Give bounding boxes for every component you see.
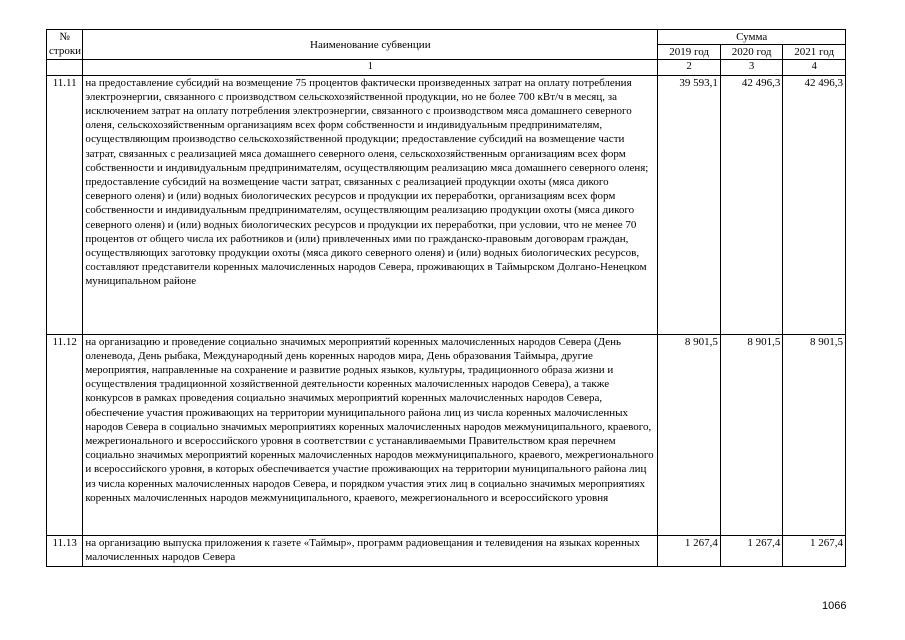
table-row bbox=[47, 535, 846, 566]
column-number-blank bbox=[47, 60, 83, 75]
table-row bbox=[47, 334, 846, 535]
row-code: 11.12 bbox=[47, 334, 83, 535]
row-value-2019: 1 267,4 bbox=[658, 535, 721, 566]
row-value-2019: 8 901,5 bbox=[658, 334, 721, 535]
row-value-2020: 1 267,4 bbox=[720, 535, 783, 566]
row-value-2020: 42 496,3 bbox=[720, 75, 783, 334]
table-row bbox=[47, 75, 846, 334]
row-value-2020: 8 901,5 bbox=[720, 334, 783, 535]
row-description: на предоставление субсидий на возмещение 75 процентов фактически произведенных затрат на оплату потребления электроэнергии, связанного с производством сельскохозяйственной продукции, но не более 700 кВт/ч в месяц, за исключением затрат на оплату потребления электроэнергии, связанного с производством мяса домашнего северного оленя, сельскохозяйственным организациям всех форм собственности и индивидуальным предпринимателям, осуществляющим производство сельскохозяйственной продукции; предоставление субсидий на возмещение части затрат, связанных с реализацией мяса домашнего северного оленя, сельскохозяйственным организациям всех форм собственности и индивидуальным предпринимателям, осуществляющим реализацию мяса домашнего северного оленя; предоставление субсидий на возмещение части затрат, связанных с реализацией продукции охоты (мяса дикого северного оленя) и (или) водных биологических ресурсов и продукции их переработки, организациям всех форм собственности и индивидуальным предпринимателям, осуществляющим реализацию продукции охоты (мяса дикого северного оленя) и (или) водных биологических ресурсов и продукции их переработки, при условии, что не менее 70 процентов от общего числа их работников и (или) привлеченных ими по гражданско-правовым договорам граждан, осуществляющих заготовку продукции охоты (мяса дикого северного оленя) и (или) водных биологических ресурсов, составляют представители коренных малочисленных народов Севера, проживающих в Таймырском Долгано-Ненецком муниципальном районе bbox=[83, 75, 658, 334]
row-value-2019: 39 593,1 bbox=[658, 75, 721, 334]
header-year-2021: 2021 год bbox=[783, 45, 846, 60]
header-subvention-name: Наименование субвенции bbox=[83, 30, 658, 60]
header-year-2019: 2019 год bbox=[658, 45, 721, 60]
row-value-2021: 8 901,5 bbox=[783, 334, 846, 535]
row-code: 11.11 bbox=[47, 75, 83, 334]
page-number: 1066 bbox=[822, 600, 847, 612]
row-description: на организацию выпуска приложения к газете «Таймыр», программ радиовещания и телевидения на языках коренных малочисленных народов Севера bbox=[83, 535, 658, 566]
column-number-1: 1 bbox=[83, 60, 658, 75]
row-value-2021: 42 496,3 bbox=[783, 75, 846, 334]
column-number-2: 2 bbox=[658, 60, 721, 75]
subvention-table bbox=[46, 29, 846, 567]
header-row-number: № строки bbox=[47, 30, 83, 60]
header-sum: Сумма bbox=[658, 30, 846, 45]
column-number-3: 3 bbox=[720, 60, 783, 75]
column-number-4: 4 bbox=[783, 60, 846, 75]
header-year-2020: 2020 год bbox=[720, 45, 783, 60]
row-value-2021: 1 267,4 bbox=[783, 535, 846, 566]
row-code: 11.13 bbox=[47, 535, 83, 566]
row-description: на организацию и проведение социально значимых мероприятий коренных малочисленных народов Севера (День оленевода, День рыбака, Международный день коренных народов мира, День образования Таймыра, другие мероприятия, направленные на сохранение и развитие родных языков, культуры, традиционного образа жизни и осуществления традиционной хозяйственной деятельности коренных малочисленных народов Севера), а также конкурсов в рамках проведения социально значимых мероприятий коренных малочисленных народов Севера, обеспечение участия проживающих на территории муниципального района лиц из числа коренных малочисленных народов Севера в социально значимых мероприятиях коренных малочисленных народов межмуниципального, краевого, межрегионального и всероссийского уровня в соответствии с устанавливаемыми Правительством края перечнем социально значимых мероприятий коренных малочисленных народов межмуниципального, краевого, межрегионального и всероссийского уровня, в которых обеспечивается участие проживающих на территории муниципального района лиц из числа коренных малочисленных народов Севера, и порядком участия этих лиц в социально значимых мероприятиях коренных малочисленных народов межмуниципального, краевого, межрегионального и всероссийского уровня bbox=[83, 334, 658, 535]
